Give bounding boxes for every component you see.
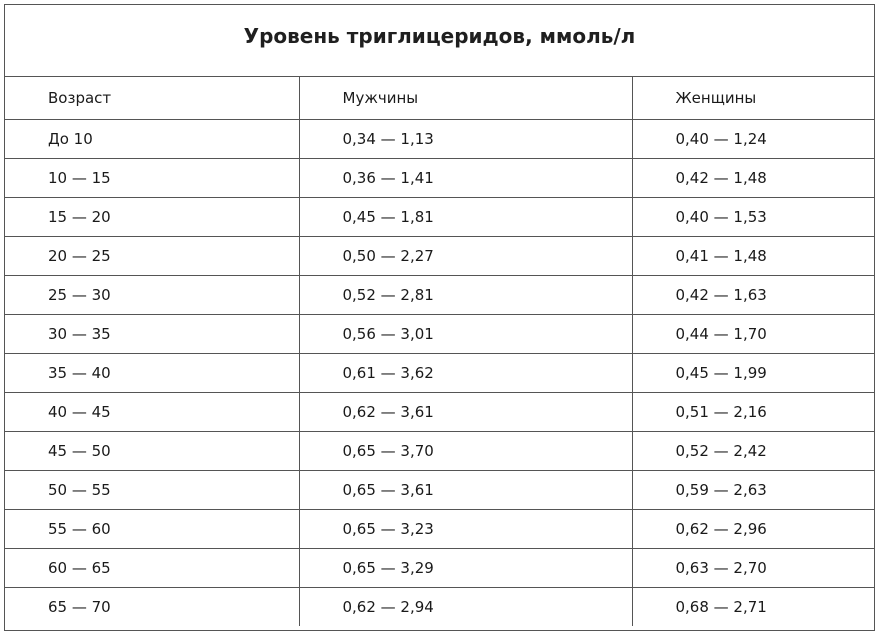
cell-age: 25 — 30: [5, 275, 299, 314]
triglyceride-table-container: [4, 4, 875, 631]
cell-women: 0,45 — 1,99: [632, 353, 874, 392]
cell-age: 20 — 25: [5, 236, 299, 275]
cell-age: 60 — 65: [5, 548, 299, 587]
cell-age: 30 — 35: [5, 314, 299, 353]
cell-women: 0,59 — 2,63: [632, 470, 874, 509]
table-title: Уровень триглицеридов, ммоль/л: [5, 5, 874, 77]
cell-women: 0,68 — 2,71: [632, 587, 874, 626]
triglyceride-table: [5, 77, 874, 626]
cell-men: 0,36 — 1,41: [299, 158, 632, 197]
cell-men: 0,62 — 3,61: [299, 392, 632, 431]
cell-women: 0,42 — 1,63: [632, 275, 874, 314]
table-row: [5, 548, 874, 587]
cell-men: 0,65 — 3,61: [299, 470, 632, 509]
table-row: [5, 314, 874, 353]
cell-age: 55 — 60: [5, 509, 299, 548]
header-men: Мужчины: [299, 77, 632, 119]
cell-age: 65 — 70: [5, 587, 299, 626]
header-women: Женщины: [632, 77, 874, 119]
cell-men: 0,61 — 3,62: [299, 353, 632, 392]
table-row: [5, 158, 874, 197]
table-row: [5, 431, 874, 470]
cell-men: 0,52 — 2,81: [299, 275, 632, 314]
cell-women: 0,40 — 1,24: [632, 119, 874, 158]
cell-men: 0,62 — 2,94: [299, 587, 632, 626]
cell-men: 0,65 — 3,29: [299, 548, 632, 587]
cell-age: 40 — 45: [5, 392, 299, 431]
cell-women: 0,42 — 1,48: [632, 158, 874, 197]
cell-men: 0,56 — 3,01: [299, 314, 632, 353]
cell-age: 35 — 40: [5, 353, 299, 392]
table-row: [5, 353, 874, 392]
table-row: [5, 587, 874, 626]
cell-women: 0,63 — 2,70: [632, 548, 874, 587]
cell-women: 0,41 — 1,48: [632, 236, 874, 275]
cell-men: 0,34 — 1,13: [299, 119, 632, 158]
cell-age: 15 — 20: [5, 197, 299, 236]
table-row: [5, 392, 874, 431]
cell-age: 45 — 50: [5, 431, 299, 470]
table-row: [5, 197, 874, 236]
table-row: [5, 275, 874, 314]
cell-women: 0,40 — 1,53: [632, 197, 874, 236]
cell-age: До 10: [5, 119, 299, 158]
cell-age: 10 — 15: [5, 158, 299, 197]
cell-women: 0,62 — 2,96: [632, 509, 874, 548]
cell-men: 0,50 — 2,27: [299, 236, 632, 275]
cell-men: 0,45 — 1,81: [299, 197, 632, 236]
table-header-row: [5, 77, 874, 119]
cell-women: 0,52 — 2,42: [632, 431, 874, 470]
table-row: [5, 236, 874, 275]
cell-women: 0,44 — 1,70: [632, 314, 874, 353]
cell-men: 0,65 — 3,70: [299, 431, 632, 470]
table-row: [5, 470, 874, 509]
table-row: [5, 509, 874, 548]
cell-men: 0,65 — 3,23: [299, 509, 632, 548]
table-row: [5, 119, 874, 158]
cell-women: 0,51 — 2,16: [632, 392, 874, 431]
header-age: Возраст: [48, 88, 112, 107]
cell-age: 50 — 55: [5, 470, 299, 509]
